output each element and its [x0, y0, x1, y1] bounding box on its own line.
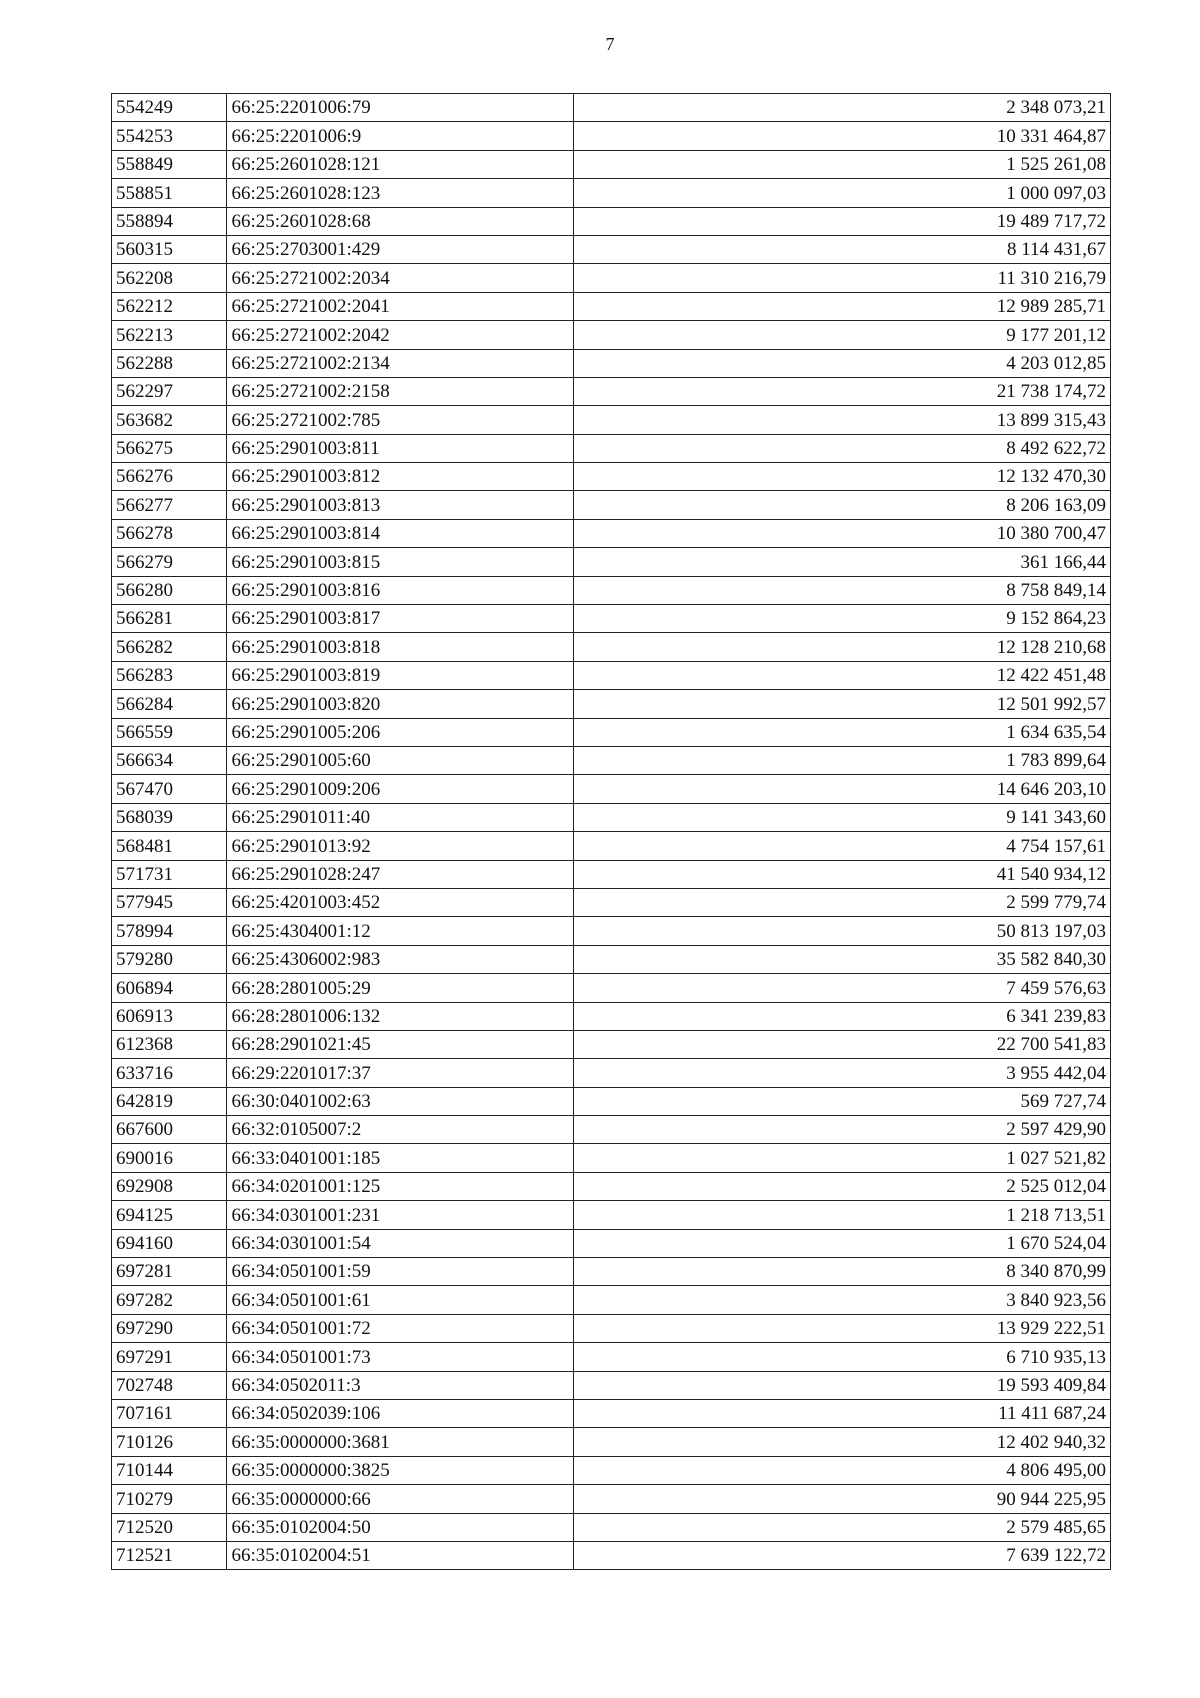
object-id-cell: 697291: [112, 1343, 227, 1371]
cadastral-value-cell: 12 132 470,30: [573, 463, 1110, 491]
table-row: [112, 434, 1111, 462]
cadastral-value-cell: 1 634 635,54: [573, 718, 1110, 746]
cadastral-value-cell: 8 758 849,14: [573, 576, 1110, 604]
cadastral-value-cell: 1 670 524,04: [573, 1229, 1110, 1257]
cadastral-value-cell: 2 599 779,74: [573, 888, 1110, 916]
cadastral-value-cell: 12 501 992,57: [573, 690, 1110, 718]
cadastral-value-cell: 12 402 940,32: [573, 1428, 1110, 1456]
table-row: [112, 803, 1111, 831]
table-row: [112, 264, 1111, 292]
object-id-cell: 710126: [112, 1428, 227, 1456]
cadastral-value-cell: 10 331 464,87: [573, 122, 1110, 150]
cadastral-value-cell: 1 000 097,03: [573, 179, 1110, 207]
cadastral-number-cell: 66:25:2703001:429: [227, 235, 573, 263]
cadastral-value-cell: 569 727,74: [573, 1087, 1110, 1115]
table-row: [112, 1286, 1111, 1314]
cadastral-number-cell: 66:32:0105007:2: [227, 1116, 573, 1144]
cadastral-number-cell: 66:34:0501001:72: [227, 1314, 573, 1342]
cadastral-number-cell: 66:25:2901003:817: [227, 605, 573, 633]
cadastral-number-cell: 66:25:2901003:816: [227, 576, 573, 604]
cadastral-value-cell: 8 114 431,67: [573, 235, 1110, 263]
cadastral-value-cell: 22 700 541,83: [573, 1030, 1110, 1058]
cadastral-number-cell: 66:25:2721002:2158: [227, 377, 573, 405]
cadastral-value-cell: 1 218 713,51: [573, 1201, 1110, 1229]
object-id-cell: 566559: [112, 718, 227, 746]
table-row: [112, 718, 1111, 746]
table-row: [112, 292, 1111, 320]
table-row: [112, 349, 1111, 377]
cadastral-number-cell: 66:25:2901005:206: [227, 718, 573, 746]
object-id-cell: 558849: [112, 150, 227, 178]
cadastral-value-cell: 1 783 899,64: [573, 746, 1110, 774]
table-row: [112, 1229, 1111, 1257]
table-row: [112, 207, 1111, 235]
object-id-cell: 566277: [112, 491, 227, 519]
cadastral-value-cell: 13 899 315,43: [573, 406, 1110, 434]
object-id-cell: 568481: [112, 832, 227, 860]
table-row: [112, 1002, 1111, 1030]
cadastral-number-cell: 66:25:2901028:247: [227, 860, 573, 888]
object-id-cell: 566282: [112, 633, 227, 661]
cadastral-number-cell: 66:34:0502011:3: [227, 1371, 573, 1399]
object-id-cell: 562213: [112, 321, 227, 349]
cadastral-number-cell: 66:29:2201017:37: [227, 1059, 573, 1087]
cadastral-number-cell: 66:25:2721002:2134: [227, 349, 573, 377]
object-id-cell: 562297: [112, 377, 227, 405]
table-row: [112, 1513, 1111, 1541]
cadastral-number-cell: 66:34:0201001:125: [227, 1172, 573, 1200]
table-row: [112, 860, 1111, 888]
table-row: [112, 1541, 1111, 1569]
table-row: [112, 1456, 1111, 1484]
table-row: [112, 917, 1111, 945]
cadastral-value-cell: 50 813 197,03: [573, 917, 1110, 945]
table-row: [112, 832, 1111, 860]
cadastral-value-cell: 11 411 687,24: [573, 1399, 1110, 1427]
cadastral-value-cell: 19 593 409,84: [573, 1371, 1110, 1399]
cadastral-value-cell: 2 348 073,21: [573, 94, 1110, 122]
cadastral-number-cell: 66:35:0000000:66: [227, 1485, 573, 1513]
table-row: [112, 633, 1111, 661]
object-id-cell: 710144: [112, 1456, 227, 1484]
object-id-cell: 566284: [112, 690, 227, 718]
cadastral-value-cell: 4 203 012,85: [573, 349, 1110, 377]
cadastral-value-cell: 19 489 717,72: [573, 207, 1110, 235]
cadastral-value-cell: 10 380 700,47: [573, 519, 1110, 547]
cadastral-number-cell: 66:25:2721002:2041: [227, 292, 573, 320]
cadastral-number-cell: 66:25:2901003:819: [227, 661, 573, 689]
cadastral-number-cell: 66:25:2901003:818: [227, 633, 573, 661]
object-id-cell: 690016: [112, 1144, 227, 1172]
cadastral-number-cell: 66:25:2721002:785: [227, 406, 573, 434]
object-id-cell: 560315: [112, 235, 227, 263]
table-row: [112, 122, 1111, 150]
object-id-cell: 562208: [112, 264, 227, 292]
object-id-cell: 633716: [112, 1059, 227, 1087]
cadastral-value-cell: 4 806 495,00: [573, 1456, 1110, 1484]
cadastral-value-cell: 361 166,44: [573, 548, 1110, 576]
cadastral-number-cell: 66:25:2201006:9: [227, 122, 573, 150]
cadastral-number-cell: 66:28:2901021:45: [227, 1030, 573, 1058]
cadastral-number-cell: 66:25:2901009:206: [227, 775, 573, 803]
cadastral-number-cell: 66:25:2901003:814: [227, 519, 573, 547]
object-id-cell: 712520: [112, 1513, 227, 1541]
object-id-cell: 612368: [112, 1030, 227, 1058]
table-row: [112, 463, 1111, 491]
cadastral-number-cell: 66:25:4306002:983: [227, 945, 573, 973]
object-id-cell: 566278: [112, 519, 227, 547]
table-row: [112, 1116, 1111, 1144]
table-row: [112, 974, 1111, 1002]
object-id-cell: 562212: [112, 292, 227, 320]
cadastral-number-cell: 66:25:2901003:820: [227, 690, 573, 718]
table-row: [112, 235, 1111, 263]
cadastral-value-cell: 2 579 485,65: [573, 1513, 1110, 1541]
cadastral-number-cell: 66:25:4304001:12: [227, 917, 573, 945]
table-row: [112, 888, 1111, 916]
table-row: [112, 1485, 1111, 1513]
cadastral-value-cell: 2 525 012,04: [573, 1172, 1110, 1200]
cadastral-number-cell: 66:35:0000000:3825: [227, 1456, 573, 1484]
cadastral-value-cell: 2 597 429,90: [573, 1116, 1110, 1144]
cadastral-number-cell: 66:25:2721002:2034: [227, 264, 573, 292]
cadastral-number-cell: 66:25:2721002:2042: [227, 321, 573, 349]
cadastral-value-cell: 8 206 163,09: [573, 491, 1110, 519]
cadastral-number-cell: 66:34:0501001:61: [227, 1286, 573, 1314]
registry-table: [111, 93, 1111, 1570]
cadastral-number-cell: 66:35:0102004:50: [227, 1513, 573, 1541]
table-row: [112, 945, 1111, 973]
table-row: [112, 406, 1111, 434]
cadastral-value-cell: 9 177 201,12: [573, 321, 1110, 349]
table-row: [112, 1059, 1111, 1087]
object-id-cell: 568039: [112, 803, 227, 831]
cadastral-number-cell: 66:25:2901003:813: [227, 491, 573, 519]
cadastral-number-cell: 66:34:0501001:73: [227, 1343, 573, 1371]
table-row: [112, 321, 1111, 349]
object-id-cell: 697290: [112, 1314, 227, 1342]
table-row: [112, 150, 1111, 178]
cadastral-value-cell: 7 459 576,63: [573, 974, 1110, 1002]
cadastral-value-cell: 4 754 157,61: [573, 832, 1110, 860]
table-row: [112, 1087, 1111, 1115]
object-id-cell: 558894: [112, 207, 227, 235]
object-id-cell: 697281: [112, 1258, 227, 1286]
object-id-cell: 606913: [112, 1002, 227, 1030]
cadastral-value-cell: 12 422 451,48: [573, 661, 1110, 689]
table-row: [112, 1399, 1111, 1427]
registry-table-body: [112, 94, 1111, 1570]
object-id-cell: 563682: [112, 406, 227, 434]
object-id-cell: 554249: [112, 94, 227, 122]
table-row: [112, 179, 1111, 207]
cadastral-number-cell: 66:25:2201006:79: [227, 94, 573, 122]
cadastral-value-cell: 3 840 923,56: [573, 1286, 1110, 1314]
cadastral-number-cell: 66:25:2601028:121: [227, 150, 573, 178]
cadastral-value-cell: 12 128 210,68: [573, 633, 1110, 661]
cadastral-number-cell: 66:34:0301001:54: [227, 1229, 573, 1257]
object-id-cell: 567470: [112, 775, 227, 803]
cadastral-number-cell: 66:34:0501001:59: [227, 1258, 573, 1286]
cadastral-number-cell: 66:25:2901003:812: [227, 463, 573, 491]
cadastral-number-cell: 66:35:0102004:51: [227, 1541, 573, 1569]
object-id-cell: 577945: [112, 888, 227, 916]
page-number: 7: [605, 34, 615, 54]
cadastral-number-cell: 66:28:2801006:132: [227, 1002, 573, 1030]
object-id-cell: 606894: [112, 974, 227, 1002]
cadastral-number-cell: 66:34:0502039:106: [227, 1399, 573, 1427]
object-id-cell: 692908: [112, 1172, 227, 1200]
table-row: [112, 1314, 1111, 1342]
table-row: [112, 1172, 1111, 1200]
cadastral-number-cell: 66:28:2801005:29: [227, 974, 573, 1002]
cadastral-value-cell: 1 525 261,08: [573, 150, 1110, 178]
cadastral-value-cell: 9 141 343,60: [573, 803, 1110, 831]
object-id-cell: 712521: [112, 1541, 227, 1569]
table-row: [112, 775, 1111, 803]
cadastral-number-cell: 66:25:2901005:60: [227, 746, 573, 774]
cadastral-number-cell: 66:30:0401002:63: [227, 1087, 573, 1115]
cadastral-number-cell: 66:33:0401001:185: [227, 1144, 573, 1172]
cadastral-value-cell: 8 340 870,99: [573, 1258, 1110, 1286]
object-id-cell: 566276: [112, 463, 227, 491]
table-row: [112, 519, 1111, 547]
object-id-cell: 562288: [112, 349, 227, 377]
object-id-cell: 566634: [112, 746, 227, 774]
table-row: [112, 576, 1111, 604]
object-id-cell: 710279: [112, 1485, 227, 1513]
object-id-cell: 566280: [112, 576, 227, 604]
cadastral-number-cell: 66:25:2901003:815: [227, 548, 573, 576]
table-row: [112, 1201, 1111, 1229]
object-id-cell: 694160: [112, 1229, 227, 1257]
cadastral-value-cell: 21 738 174,72: [573, 377, 1110, 405]
cadastral-value-cell: 6 341 239,83: [573, 1002, 1110, 1030]
table-row: [112, 1428, 1111, 1456]
cadastral-number-cell: 66:34:0301001:231: [227, 1201, 573, 1229]
cadastral-number-cell: 66:25:4201003:452: [227, 888, 573, 916]
table-row: [112, 1030, 1111, 1058]
cadastral-value-cell: 1 027 521,82: [573, 1144, 1110, 1172]
table-row: [112, 661, 1111, 689]
cadastral-number-cell: 66:25:2901011:40: [227, 803, 573, 831]
cadastral-number-cell: 66:25:2901003:811: [227, 434, 573, 462]
object-id-cell: 642819: [112, 1087, 227, 1115]
cadastral-value-cell: 13 929 222,51: [573, 1314, 1110, 1342]
object-id-cell: 566279: [112, 548, 227, 576]
cadastral-number-cell: 66:25:2901013:92: [227, 832, 573, 860]
cadastral-value-cell: 11 310 216,79: [573, 264, 1110, 292]
object-id-cell: 571731: [112, 860, 227, 888]
object-id-cell: 702748: [112, 1371, 227, 1399]
cadastral-value-cell: 3 955 442,04: [573, 1059, 1110, 1087]
table-row: [112, 1371, 1111, 1399]
object-id-cell: 554253: [112, 122, 227, 150]
table-row: [112, 690, 1111, 718]
cadastral-number-cell: 66:35:0000000:3681: [227, 1428, 573, 1456]
object-id-cell: 566281: [112, 605, 227, 633]
object-id-cell: 694125: [112, 1201, 227, 1229]
object-id-cell: 566275: [112, 434, 227, 462]
cadastral-value-cell: 41 540 934,12: [573, 860, 1110, 888]
table-row: [112, 94, 1111, 122]
cadastral-value-cell: 14 646 203,10: [573, 775, 1110, 803]
table-row: [112, 1343, 1111, 1371]
cadastral-value-cell: 12 989 285,71: [573, 292, 1110, 320]
table-row: [112, 548, 1111, 576]
object-id-cell: 707161: [112, 1399, 227, 1427]
cadastral-value-cell: 9 152 864,23: [573, 605, 1110, 633]
table-row: [112, 605, 1111, 633]
cadastral-value-cell: 90 944 225,95: [573, 1485, 1110, 1513]
cadastral-number-cell: 66:25:2601028:123: [227, 179, 573, 207]
table-row: [112, 1258, 1111, 1286]
cadastral-number-cell: 66:25:2601028:68: [227, 207, 573, 235]
object-id-cell: 579280: [112, 945, 227, 973]
cadastral-value-cell: 35 582 840,30: [573, 945, 1110, 973]
object-id-cell: 558851: [112, 179, 227, 207]
table-row: [112, 377, 1111, 405]
object-id-cell: 697282: [112, 1286, 227, 1314]
cadastral-value-cell: 6 710 935,13: [573, 1343, 1110, 1371]
object-id-cell: 578994: [112, 917, 227, 945]
object-id-cell: 566283: [112, 661, 227, 689]
cadastral-value-cell: 8 492 622,72: [573, 434, 1110, 462]
object-id-cell: 667600: [112, 1116, 227, 1144]
table-row: [112, 491, 1111, 519]
cadastral-value-cell: 7 639 122,72: [573, 1541, 1110, 1569]
table-row: [112, 1144, 1111, 1172]
table-row: [112, 746, 1111, 774]
